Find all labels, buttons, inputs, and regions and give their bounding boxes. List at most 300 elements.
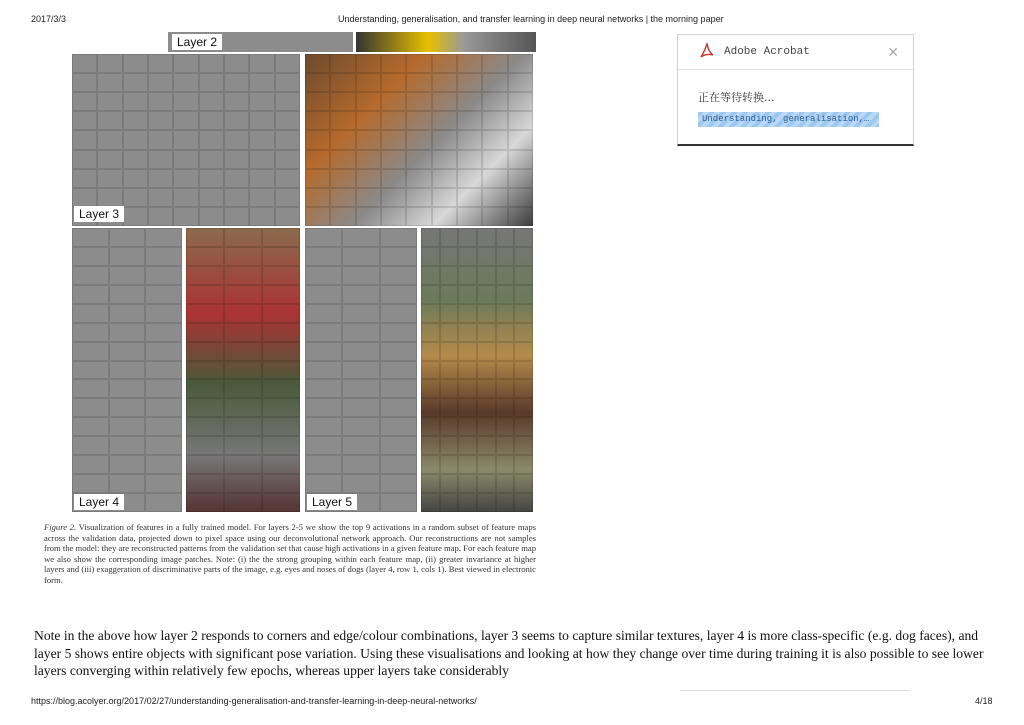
layer3-feature-grid <box>72 54 300 226</box>
thumbnail-cell <box>249 92 274 111</box>
thumbnail-cell <box>477 379 496 398</box>
layer2-strip-patches <box>356 32 536 52</box>
thumbnail-cell <box>342 266 379 285</box>
thumbnail-cell <box>186 228 224 247</box>
thumbnail-cell <box>421 361 440 380</box>
thumbnail-cell <box>458 398 477 417</box>
thumbnail-cell <box>305 266 342 285</box>
acrobat-dialog-title: Adobe Acrobat <box>724 46 810 58</box>
thumbnail-cell <box>186 436 224 455</box>
thumbnail-cell <box>186 474 224 493</box>
thumbnail-cell <box>186 493 224 512</box>
thumbnail-cell <box>330 73 355 92</box>
page-number: 4/18 <box>975 696 993 706</box>
thumbnail-cell <box>97 54 122 73</box>
thumbnail-cell <box>496 417 515 436</box>
thumbnail-cell <box>406 188 431 207</box>
thumbnail-cell <box>305 436 342 455</box>
thumbnail-cell <box>305 361 342 380</box>
thumbnail-cell <box>72 304 109 323</box>
thumbnail-cell <box>123 73 148 92</box>
thumbnail-cell <box>380 436 417 455</box>
thumbnail-cell <box>406 54 431 73</box>
thumbnail-cell <box>380 379 417 398</box>
thumbnail-cell <box>514 285 533 304</box>
thumbnail-cell <box>508 130 533 149</box>
thumbnail-cell <box>224 304 262 323</box>
thumbnail-cell <box>186 342 224 361</box>
thumbnail-cell <box>148 207 173 226</box>
thumbnail-cell <box>380 474 417 493</box>
thumbnail-cell <box>305 342 342 361</box>
thumbnail-cell <box>173 73 198 92</box>
thumbnail-cell <box>186 247 224 266</box>
thumbnail-cell <box>199 54 224 73</box>
thumbnail-cell <box>496 493 515 512</box>
thumbnail-cell <box>482 169 507 188</box>
thumbnail-cell <box>381 150 406 169</box>
thumbnail-cell <box>262 493 300 512</box>
thumbnail-cell <box>458 285 477 304</box>
thumbnail-cell <box>109 455 146 474</box>
thumbnail-cell <box>186 379 224 398</box>
thumbnail-cell <box>224 379 262 398</box>
thumbnail-cell <box>477 342 496 361</box>
thumbnail-cell <box>199 73 224 92</box>
print-date: 2017/3/3 <box>31 14 67 24</box>
thumbnail-cell <box>381 188 406 207</box>
thumbnail-cell <box>356 111 381 130</box>
thumbnail-cell <box>262 247 300 266</box>
thumbnail-cell <box>224 323 262 342</box>
thumbnail-cell <box>458 304 477 323</box>
thumbnail-cell <box>477 285 496 304</box>
thumbnail-cell <box>356 207 381 226</box>
thumbnail-cell <box>275 111 300 130</box>
thumbnail-cell <box>356 130 381 149</box>
thumbnail-cell <box>342 398 379 417</box>
thumbnail-cell <box>148 92 173 111</box>
thumbnail-cell <box>72 342 109 361</box>
thumbnail-cell <box>342 379 379 398</box>
thumbnail-cell <box>458 474 477 493</box>
thumbnail-cell <box>421 266 440 285</box>
thumbnail-cell <box>514 455 533 474</box>
thumbnail-cell <box>330 188 355 207</box>
thumbnail-cell <box>477 266 496 285</box>
thumbnail-cell <box>508 188 533 207</box>
layer2-label: Layer 2 <box>172 34 222 50</box>
layer5-label: Layer 5 <box>307 494 357 510</box>
thumbnail-cell <box>123 188 148 207</box>
thumbnail-cell <box>224 169 249 188</box>
thumbnail-cell <box>145 342 182 361</box>
conversion-progress-bar: Understanding, generalisation,… <box>698 112 879 127</box>
thumbnail-cell <box>421 436 440 455</box>
thumbnail-cell <box>148 111 173 130</box>
thumbnail-cell <box>514 474 533 493</box>
layer4-label: Layer 4 <box>74 494 124 510</box>
thumbnail-cell <box>249 111 274 130</box>
thumbnail-cell <box>224 54 249 73</box>
thumbnail-cell <box>421 379 440 398</box>
thumbnail-cell <box>145 398 182 417</box>
thumbnail-cell <box>356 150 381 169</box>
thumbnail-cell <box>145 493 182 512</box>
thumbnail-cell <box>275 207 300 226</box>
thumbnail-cell <box>224 342 262 361</box>
thumbnail-cell <box>457 150 482 169</box>
thumbnail-cell <box>109 323 146 342</box>
thumbnail-cell <box>440 266 459 285</box>
thumbnail-cell <box>148 169 173 188</box>
thumbnail-cell <box>72 92 97 111</box>
layer3-patch-grid <box>305 54 533 226</box>
thumbnail-cell <box>496 474 515 493</box>
thumbnail-cell <box>173 54 198 73</box>
thumbnail-cell <box>380 455 417 474</box>
thumbnail-cell <box>457 92 482 111</box>
thumbnail-cell <box>262 323 300 342</box>
thumbnail-cell <box>440 493 459 512</box>
thumbnail-cell <box>199 130 224 149</box>
thumbnail-cell <box>432 92 457 111</box>
thumbnail-cell <box>514 436 533 455</box>
thumbnail-cell <box>224 130 249 149</box>
thumbnail-cell <box>199 92 224 111</box>
thumbnail-cell <box>482 73 507 92</box>
thumbnail-cell <box>224 228 262 247</box>
thumbnail-cell <box>72 361 109 380</box>
thumbnail-cell <box>458 379 477 398</box>
thumbnail-cell <box>275 54 300 73</box>
layer4-patch-grid <box>186 228 300 512</box>
thumbnail-cell <box>514 247 533 266</box>
thumbnail-cell <box>330 169 355 188</box>
thumbnail-cell <box>330 207 355 226</box>
thumbnail-cell <box>496 285 515 304</box>
layer3-feature-maps <box>72 54 300 226</box>
thumbnail-cell <box>496 323 515 342</box>
feature-visualization-figure <box>72 32 536 512</box>
thumbnail-cell <box>440 361 459 380</box>
thumbnail-cell <box>514 361 533 380</box>
layer5-feature-maps <box>305 228 417 512</box>
thumbnail-cell <box>262 417 300 436</box>
thumbnail-cell <box>421 493 440 512</box>
thumbnail-cell <box>381 130 406 149</box>
thumbnail-cell <box>440 304 459 323</box>
thumbnail-cell <box>97 73 122 92</box>
thumbnail-cell <box>186 361 224 380</box>
divider <box>680 690 910 691</box>
thumbnail-cell <box>145 247 182 266</box>
thumbnail-cell <box>496 398 515 417</box>
thumbnail-cell <box>72 150 97 169</box>
thumbnail-cell <box>199 111 224 130</box>
thumbnail-cell <box>457 73 482 92</box>
thumbnail-cell <box>224 455 262 474</box>
thumbnail-cell <box>249 73 274 92</box>
thumbnail-cell <box>97 188 122 207</box>
thumbnail-cell <box>262 342 300 361</box>
thumbnail-cell <box>342 323 379 342</box>
thumbnail-cell <box>432 111 457 130</box>
thumbnail-cell <box>440 323 459 342</box>
thumbnail-cell <box>173 130 198 149</box>
thumbnail-cell <box>145 285 182 304</box>
acrobat-dialog-header <box>678 35 913 70</box>
thumbnail-cell <box>342 455 379 474</box>
thumbnail-cell <box>458 417 477 436</box>
thumbnail-cell <box>145 417 182 436</box>
thumbnail-cell <box>458 493 477 512</box>
thumbnail-cell <box>477 493 496 512</box>
thumbnail-cell <box>421 342 440 361</box>
thumbnail-cell <box>514 417 533 436</box>
thumbnail-cell <box>262 398 300 417</box>
thumbnail-cell <box>457 130 482 149</box>
thumbnail-cell <box>457 207 482 226</box>
thumbnail-cell <box>342 228 379 247</box>
thumbnail-cell <box>458 361 477 380</box>
thumbnail-cell <box>199 150 224 169</box>
thumbnail-cell <box>380 493 417 512</box>
figure-caption <box>44 522 536 586</box>
thumbnail-cell <box>72 474 109 493</box>
thumbnail-cell <box>305 130 330 149</box>
thumbnail-cell <box>148 54 173 73</box>
thumbnail-cell <box>381 169 406 188</box>
thumbnail-cell <box>224 73 249 92</box>
thumbnail-cell <box>406 92 431 111</box>
thumbnail-cell <box>123 92 148 111</box>
thumbnail-cell <box>109 417 146 436</box>
thumbnail-cell <box>275 92 300 111</box>
thumbnail-cell <box>458 342 477 361</box>
thumbnail-cell <box>186 417 224 436</box>
thumbnail-cell <box>305 111 330 130</box>
thumbnail-cell <box>305 379 342 398</box>
thumbnail-cell <box>457 169 482 188</box>
thumbnail-cell <box>275 188 300 207</box>
layer5-patch-grid <box>421 228 533 512</box>
thumbnail-cell <box>381 54 406 73</box>
thumbnail-cell <box>224 361 262 380</box>
thumbnail-cell <box>262 266 300 285</box>
thumbnail-cell <box>262 304 300 323</box>
thumbnail-cell <box>145 361 182 380</box>
thumbnail-cell <box>514 342 533 361</box>
thumbnail-cell <box>72 130 97 149</box>
thumbnail-cell <box>305 92 330 111</box>
thumbnail-cell <box>342 247 379 266</box>
thumbnail-cell <box>477 247 496 266</box>
layer5-feature-grid <box>305 228 417 512</box>
thumbnail-cell <box>477 417 496 436</box>
thumbnail-cell <box>440 398 459 417</box>
thumbnail-cell <box>305 228 342 247</box>
thumbnail-cell <box>186 304 224 323</box>
thumbnail-cell <box>440 455 459 474</box>
thumbnail-cell <box>440 247 459 266</box>
thumbnail-cell <box>330 54 355 73</box>
thumbnail-cell <box>145 379 182 398</box>
thumbnail-cell <box>72 323 109 342</box>
thumbnail-cell <box>275 130 300 149</box>
thumbnail-cell <box>109 398 146 417</box>
thumbnail-cell <box>330 111 355 130</box>
thumbnail-cell <box>224 188 249 207</box>
close-icon[interactable]: ✕ <box>887 43 899 60</box>
thumbnail-cell <box>477 398 496 417</box>
thumbnail-cell <box>482 92 507 111</box>
thumbnail-cell <box>421 323 440 342</box>
acrobat-dialog[interactable] <box>677 34 914 146</box>
layer4-image-patches <box>186 228 300 512</box>
thumbnail-cell <box>496 436 515 455</box>
thumbnail-cell <box>421 455 440 474</box>
thumbnail-cell <box>380 266 417 285</box>
thumbnail-cell <box>305 150 330 169</box>
thumbnail-cell <box>249 130 274 149</box>
thumbnail-cell <box>508 54 533 73</box>
thumbnail-cell <box>508 169 533 188</box>
thumbnail-cell <box>496 379 515 398</box>
thumbnail-cell <box>440 228 459 247</box>
thumbnail-cell <box>249 54 274 73</box>
thumbnail-cell <box>380 304 417 323</box>
thumbnail-cell <box>406 73 431 92</box>
layer3-image-patches <box>305 54 533 226</box>
thumbnail-cell <box>305 247 342 266</box>
thumbnail-cell <box>224 266 262 285</box>
thumbnail-cell <box>123 169 148 188</box>
thumbnail-cell <box>421 398 440 417</box>
thumbnail-cell <box>305 169 330 188</box>
thumbnail-cell <box>421 474 440 493</box>
thumbnail-cell <box>421 285 440 304</box>
thumbnail-cell <box>458 266 477 285</box>
thumbnail-cell <box>432 207 457 226</box>
thumbnail-cell <box>262 285 300 304</box>
thumbnail-cell <box>440 342 459 361</box>
thumbnail-cell <box>199 207 224 226</box>
layer4-feature-maps <box>72 228 182 512</box>
layer4-feature-grid <box>72 228 182 512</box>
thumbnail-cell <box>356 169 381 188</box>
thumbnail-cell <box>482 54 507 73</box>
layer5-image-patches <box>421 228 533 512</box>
thumbnail-cell <box>406 207 431 226</box>
thumbnail-cell <box>440 474 459 493</box>
thumbnail-cell <box>145 228 182 247</box>
thumbnail-cell <box>72 73 97 92</box>
thumbnail-cell <box>421 247 440 266</box>
thumbnail-cell <box>123 130 148 149</box>
thumbnail-cell <box>342 361 379 380</box>
thumbnail-cell <box>508 150 533 169</box>
thumbnail-cell <box>275 150 300 169</box>
thumbnail-cell <box>123 111 148 130</box>
thumbnail-cell <box>440 285 459 304</box>
thumbnail-cell <box>72 285 109 304</box>
conversion-status: 正在等待转换... <box>698 91 775 104</box>
thumbnail-cell <box>109 266 146 285</box>
thumbnail-cell <box>458 455 477 474</box>
thumbnail-cell <box>477 228 496 247</box>
thumbnail-cell <box>97 92 122 111</box>
thumbnail-cell <box>380 228 417 247</box>
thumbnail-cell <box>173 150 198 169</box>
thumbnail-cell <box>432 169 457 188</box>
thumbnail-cell <box>72 417 109 436</box>
thumbnail-cell <box>342 417 379 436</box>
thumbnail-cell <box>440 436 459 455</box>
thumbnail-cell <box>482 150 507 169</box>
thumbnail-cell <box>305 323 342 342</box>
thumbnail-cell <box>342 285 379 304</box>
thumbnail-cell <box>186 455 224 474</box>
thumbnail-cell <box>440 417 459 436</box>
thumbnail-cell <box>224 150 249 169</box>
thumbnail-cell <box>224 207 249 226</box>
thumbnail-cell <box>514 323 533 342</box>
thumbnail-cell <box>458 436 477 455</box>
thumbnail-cell <box>421 228 440 247</box>
thumbnail-cell <box>109 342 146 361</box>
thumbnail-cell <box>199 188 224 207</box>
thumbnail-cell <box>109 436 146 455</box>
thumbnail-cell <box>477 304 496 323</box>
thumbnail-cell <box>262 474 300 493</box>
thumbnail-cell <box>224 92 249 111</box>
thumbnail-cell <box>123 150 148 169</box>
thumbnail-cell <box>72 247 109 266</box>
thumbnail-cell <box>224 247 262 266</box>
thumbnail-cell <box>381 92 406 111</box>
thumbnail-cell <box>440 379 459 398</box>
thumbnail-cell <box>109 285 146 304</box>
thumbnail-cell <box>496 455 515 474</box>
thumbnail-cell <box>109 361 146 380</box>
thumbnail-cell <box>173 111 198 130</box>
thumbnail-cell <box>72 455 109 474</box>
thumbnail-cell <box>148 150 173 169</box>
thumbnail-cell <box>305 73 330 92</box>
thumbnail-cell <box>508 207 533 226</box>
thumbnail-cell <box>432 54 457 73</box>
thumbnail-cell <box>508 73 533 92</box>
thumbnail-cell <box>72 111 97 130</box>
thumbnail-cell <box>109 247 146 266</box>
thumbnail-cell <box>432 130 457 149</box>
thumbnail-cell <box>458 228 477 247</box>
thumbnail-cell <box>458 323 477 342</box>
thumbnail-cell <box>381 73 406 92</box>
thumbnail-cell <box>123 54 148 73</box>
thumbnail-cell <box>145 304 182 323</box>
thumbnail-cell <box>406 150 431 169</box>
thumbnail-cell <box>380 323 417 342</box>
thumbnail-cell <box>262 436 300 455</box>
thumbnail-cell <box>145 436 182 455</box>
thumbnail-cell <box>380 398 417 417</box>
thumbnail-cell <box>421 304 440 323</box>
thumbnail-cell <box>381 111 406 130</box>
thumbnail-cell <box>406 111 431 130</box>
thumbnail-cell <box>482 111 507 130</box>
